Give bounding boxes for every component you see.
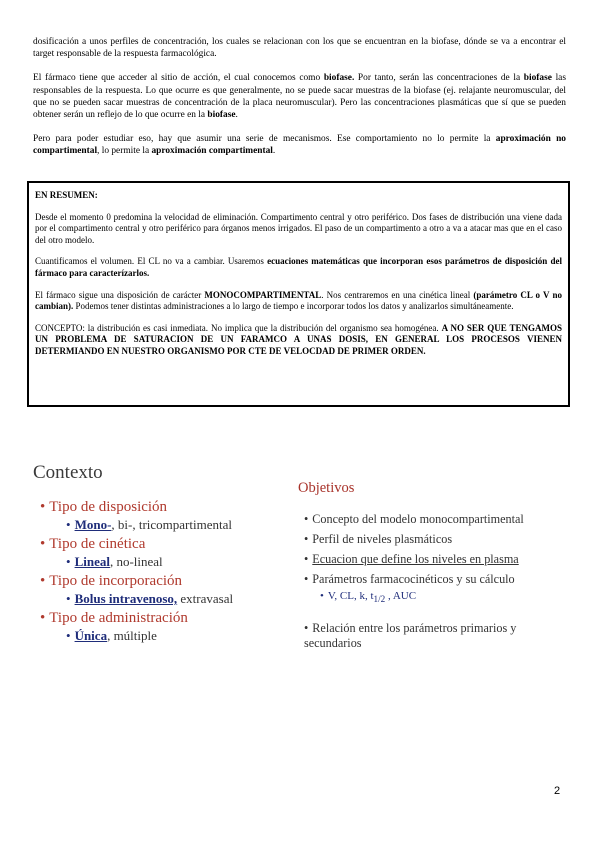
context-item <box>40 609 290 627</box>
parameters-text: V, CL, k, t <box>327 590 374 602</box>
objective-text: Relación entre los parámetros primarios y secundarios <box>304 621 517 651</box>
summary-paragraph-2 <box>35 256 562 279</box>
objective-text: Parámetros farmacocinéticos y su cálculo <box>312 572 515 586</box>
bullet-icon: • <box>304 532 309 546</box>
context-subitem <box>66 590 290 607</box>
term-biofase: biofase <box>207 110 236 121</box>
other-options: , no-lineal <box>109 554 163 569</box>
selected-option: Bolus intravenoso, <box>74 591 178 606</box>
parameters-subitem <box>320 590 574 604</box>
text: . <box>235 110 238 121</box>
context-subitem <box>66 553 290 570</box>
context-subitem <box>66 627 290 644</box>
context-item <box>40 572 290 590</box>
parameters-text-end: , AUC <box>385 590 417 602</box>
bullet-icon: • <box>66 517 71 532</box>
objective-text: Perfil de niveles plasmáticos <box>312 532 453 546</box>
text: , lo permite la <box>97 146 152 157</box>
context-item <box>40 498 290 516</box>
text: las responsables de la respuesta. Lo que ocurre es que generalmente, no se puede sacar muestras de la biofase (ej. relajante neuromuscular, del que no se pueden sacar muestras de concentración de la placa neuromuscular). Pero las concentraciones plasmáticas que sí que se pueden obtener serán un reflejo de lo que ocurre en la <box>33 73 566 121</box>
text-bold: MONOCOMPARTIMENTAL <box>204 289 322 300</box>
text: . <box>272 146 276 157</box>
summary-title: EN RESUMEN: <box>35 190 98 200</box>
objective-item <box>304 552 574 567</box>
selected-option: Lineal <box>74 554 110 569</box>
context-item-head: Tipo de cinética <box>49 536 146 552</box>
bullet-icon: • <box>304 572 309 586</box>
bullet-icon: • <box>304 512 309 526</box>
text: Cuantificamos el volumen. El CL no va a cambiar. Usaremos <box>35 256 268 267</box>
objective-item <box>304 621 574 651</box>
text: Podemos tener distintas administraciones a lo largo de tiempo e incorporar todos los datos y analizarlos simultáneamente. <box>73 301 514 312</box>
term-compartmental: aproximación compartimental <box>151 146 273 157</box>
objective-item <box>304 532 574 547</box>
other-options: , múltiple <box>107 628 157 643</box>
text: Pero para poder estudiar eso, hay que asumir una serie de mecanismos. Ese comportamiento no lo permite la <box>33 134 496 145</box>
objectives-list <box>304 512 574 656</box>
other-options: , bi-, tricompartimental <box>111 517 232 532</box>
other-options: extravasal <box>177 591 234 606</box>
bullet-icon: • <box>40 573 46 589</box>
context-title: Contexto <box>33 462 103 483</box>
text-bold: ecuaciones matemáticas que incorporan esos parámetros de disposición del fármaco para caracterízarlos. <box>35 256 562 278</box>
summary-paragraph-1: Desde el momento 0 predomina la velocidad de eliminación. Compartimento central y otro periférico. Dos fases de distribución una viene dada por el compartimento central y otro periférico para órganos menos irrigados. El paso de un compartimento a otro a va a atacar mas que en el caso del otro modelo. <box>35 211 562 245</box>
paragraph-1: dosificación a unos perfiles de concentración, los cuales se relacionan con los que se encuentran en la biofase, dónde se va a encontrar el target responsable de la respuesta farmacológica. <box>33 37 566 60</box>
parameters-subscript: 1/2 <box>373 594 386 605</box>
selected-option: Única <box>74 628 108 643</box>
text-bold: A NO SER QUE TENGAMOS UN PROBLEMA DE SATURACION DE UN FARAMCO A UNAS DOSIS, EN GENERAL LOS PROCESOS VIENEN DETERMIANDO EN NUESTRO ORGANISMO POR CTE DE VELOCDAD DE PRIMER ORDEN. <box>35 322 563 356</box>
text: . Nos centraremos en una cinética lineal <box>321 289 474 300</box>
summary-paragraph-4 <box>35 323 562 358</box>
text: El fármaco sigue una disposición de carácter <box>35 289 205 300</box>
objective-text: Concepto del modelo monocompartimental <box>312 512 524 526</box>
selected-option: Mono- <box>74 517 112 532</box>
summary-paragraph-3 <box>35 290 562 313</box>
bullet-icon: • <box>66 554 71 569</box>
bullet-icon: • <box>320 590 324 602</box>
bullet-icon: • <box>66 628 71 643</box>
objectives-title: Objetivos <box>298 480 355 496</box>
text: El fármaco tiene que acceder al sitio de acción, el cual conocemos como <box>33 73 324 84</box>
page-number: 2 <box>554 785 561 797</box>
term-biofase: biofase <box>523 73 552 84</box>
bullet-icon: • <box>304 621 309 636</box>
text-bold: (parámetro CL o V no cambian). <box>35 289 562 312</box>
objective-item <box>304 512 574 527</box>
context-subitem <box>66 516 290 533</box>
objective-item <box>304 572 574 587</box>
objective-text: Ecuacion que define los niveles en plasma <box>312 552 519 566</box>
term-non-compartmental: aproximación no compartimental <box>33 134 566 157</box>
bullet-icon: • <box>40 610 46 626</box>
context-item-head: Tipo de incorporación <box>49 573 183 589</box>
bullet-icon: • <box>304 552 309 566</box>
paragraph-3 <box>33 133 566 157</box>
bullet-icon: • <box>40 499 46 515</box>
paragraph-2 <box>33 72 566 121</box>
bullet-icon: • <box>40 536 46 552</box>
summary-box <box>27 181 570 407</box>
body-text <box>33 36 566 158</box>
text: Por tanto, serán las concentraciones de la <box>354 73 524 84</box>
bullet-icon: • <box>66 591 71 606</box>
context-item <box>40 535 290 553</box>
term-biofase: biofase. <box>323 73 355 84</box>
context-list <box>40 496 290 644</box>
context-item-head: Tipo de administración <box>49 610 188 626</box>
context-item-head: Tipo de disposición <box>49 499 168 515</box>
text: CONCEPTO: la distribución es casi inmediata. No implica que la distribución del organismo sea homogénea. <box>35 322 442 333</box>
